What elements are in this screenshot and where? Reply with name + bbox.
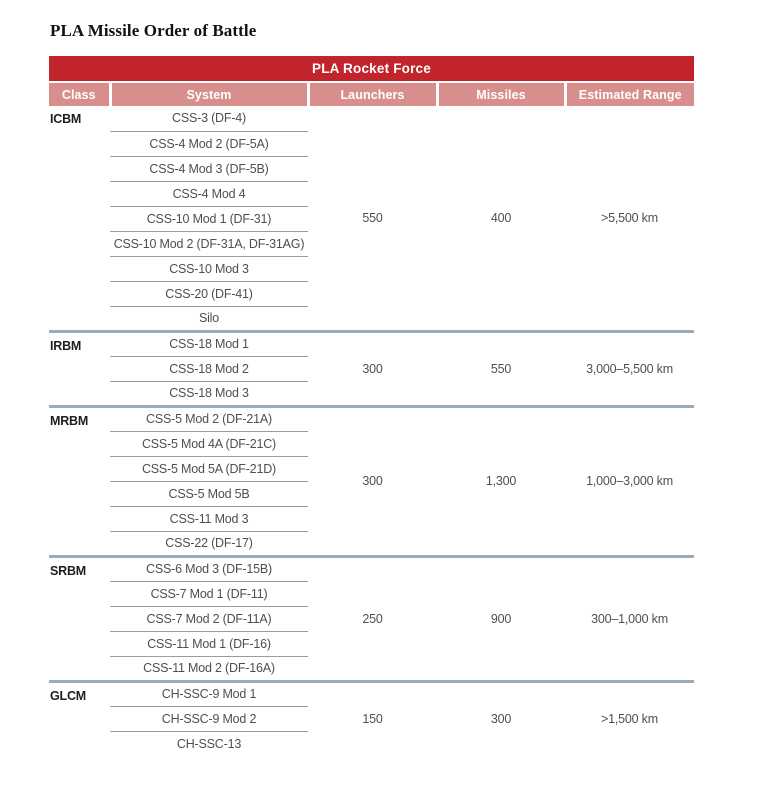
section-mrbm	[49, 406, 694, 556]
system-cell: CH-SSC-13	[176, 736, 242, 751]
column-header-estimated-range: Estimated Range	[565, 82, 694, 106]
class-label: ICBM	[50, 112, 82, 126]
missile-order-of-battle-table	[49, 56, 694, 756]
range-value: 3,000–5,500 km	[565, 331, 694, 406]
system-cell: CSS-22 (DF-17)	[165, 536, 253, 550]
system-cell: CSS-6 Mod 3 (DF-15B)	[110, 556, 308, 581]
table-banner: PLA Rocket Force	[49, 56, 694, 82]
range-value: >1,500 km	[565, 681, 694, 756]
system-cell: CSS-5 Mod 4A (DF-21C)	[110, 431, 308, 456]
section-srbm	[49, 556, 694, 681]
system-cell: CSS-3 (DF-4)	[110, 106, 308, 131]
column-header-row	[49, 82, 694, 106]
launchers-value: 300	[308, 406, 437, 556]
range-value: 300–1,000 km	[565, 556, 694, 681]
launchers-value: 550	[362, 210, 383, 225]
system-cell: CSS-20 (DF-41)	[110, 281, 308, 306]
system-cell: CSS-11 Mod 2 (DF-16A)	[143, 661, 275, 675]
column-header-system: System	[110, 82, 308, 106]
table-header	[49, 56, 694, 106]
system-cell: CH-SSC-9 Mod 1	[110, 681, 308, 706]
system-cell: CSS-18 Mod 1	[110, 331, 308, 356]
system-cell: Silo	[198, 311, 220, 325]
system-cell: CSS-5 Mod 5A (DF-21D)	[110, 456, 308, 481]
system-cell: CH-SSC-9 Mod 2	[110, 706, 308, 731]
column-header-launchers: Launchers	[308, 82, 437, 106]
system-cell: CSS-18 Mod 3	[169, 386, 249, 400]
column-header-class: Class	[49, 82, 110, 106]
class-label: MRBM	[49, 406, 110, 556]
launchers-value: 150	[308, 681, 437, 756]
section-glcm	[49, 681, 694, 756]
missiles-value: 900	[437, 556, 565, 681]
system-cell: CSS-4 Mod 3 (DF-5B)	[110, 156, 308, 181]
class-label: GLCM	[49, 681, 110, 756]
launchers-value: 300	[308, 331, 437, 406]
missiles-value: 400	[490, 210, 512, 225]
launchers-value: 250	[308, 556, 437, 681]
system-cell: CSS-11 Mod 3	[110, 506, 308, 531]
page-title: PLA Missile Order of Battle	[50, 21, 257, 40]
table-row	[49, 331, 694, 356]
missiles-value: 300	[437, 681, 565, 756]
system-cell: CSS-7 Mod 1 (DF-11)	[110, 581, 308, 606]
system-cell: CSS-10 Mod 2 (DF-31A, DF-31AG)	[110, 231, 308, 256]
column-header-missiles: Missiles	[437, 82, 565, 106]
system-cell: CSS-18 Mod 2	[110, 356, 308, 381]
missiles-value: 550	[437, 331, 565, 406]
range-value: 1,000–3,000 km	[565, 406, 694, 556]
banner-row	[49, 56, 694, 82]
range-value: >5,500 km	[601, 210, 658, 225]
system-cell: CSS-10 Mod 1 (DF-31)	[110, 206, 308, 231]
missiles-value: 1,300	[437, 406, 565, 556]
table-row	[49, 106, 694, 131]
class-label: IRBM	[49, 331, 110, 406]
system-cell: CSS-10 Mod 3	[110, 256, 308, 281]
system-cell: CSS-5 Mod 5B	[110, 481, 308, 506]
section-irbm	[49, 331, 694, 406]
class-label: SRBM	[49, 556, 110, 681]
table-row	[49, 406, 694, 431]
system-cell: CSS-5 Mod 2 (DF-21A)	[110, 406, 308, 431]
system-cell: CSS-4 Mod 4	[110, 181, 308, 206]
table-row	[49, 556, 694, 581]
system-cell: CSS-7 Mod 2 (DF-11A)	[110, 606, 308, 631]
section-icbm	[49, 106, 694, 331]
system-cell: CSS-4 Mod 2 (DF-5A)	[110, 131, 308, 156]
table-row	[49, 681, 694, 706]
system-cell: CSS-11 Mod 1 (DF-16)	[110, 631, 308, 656]
